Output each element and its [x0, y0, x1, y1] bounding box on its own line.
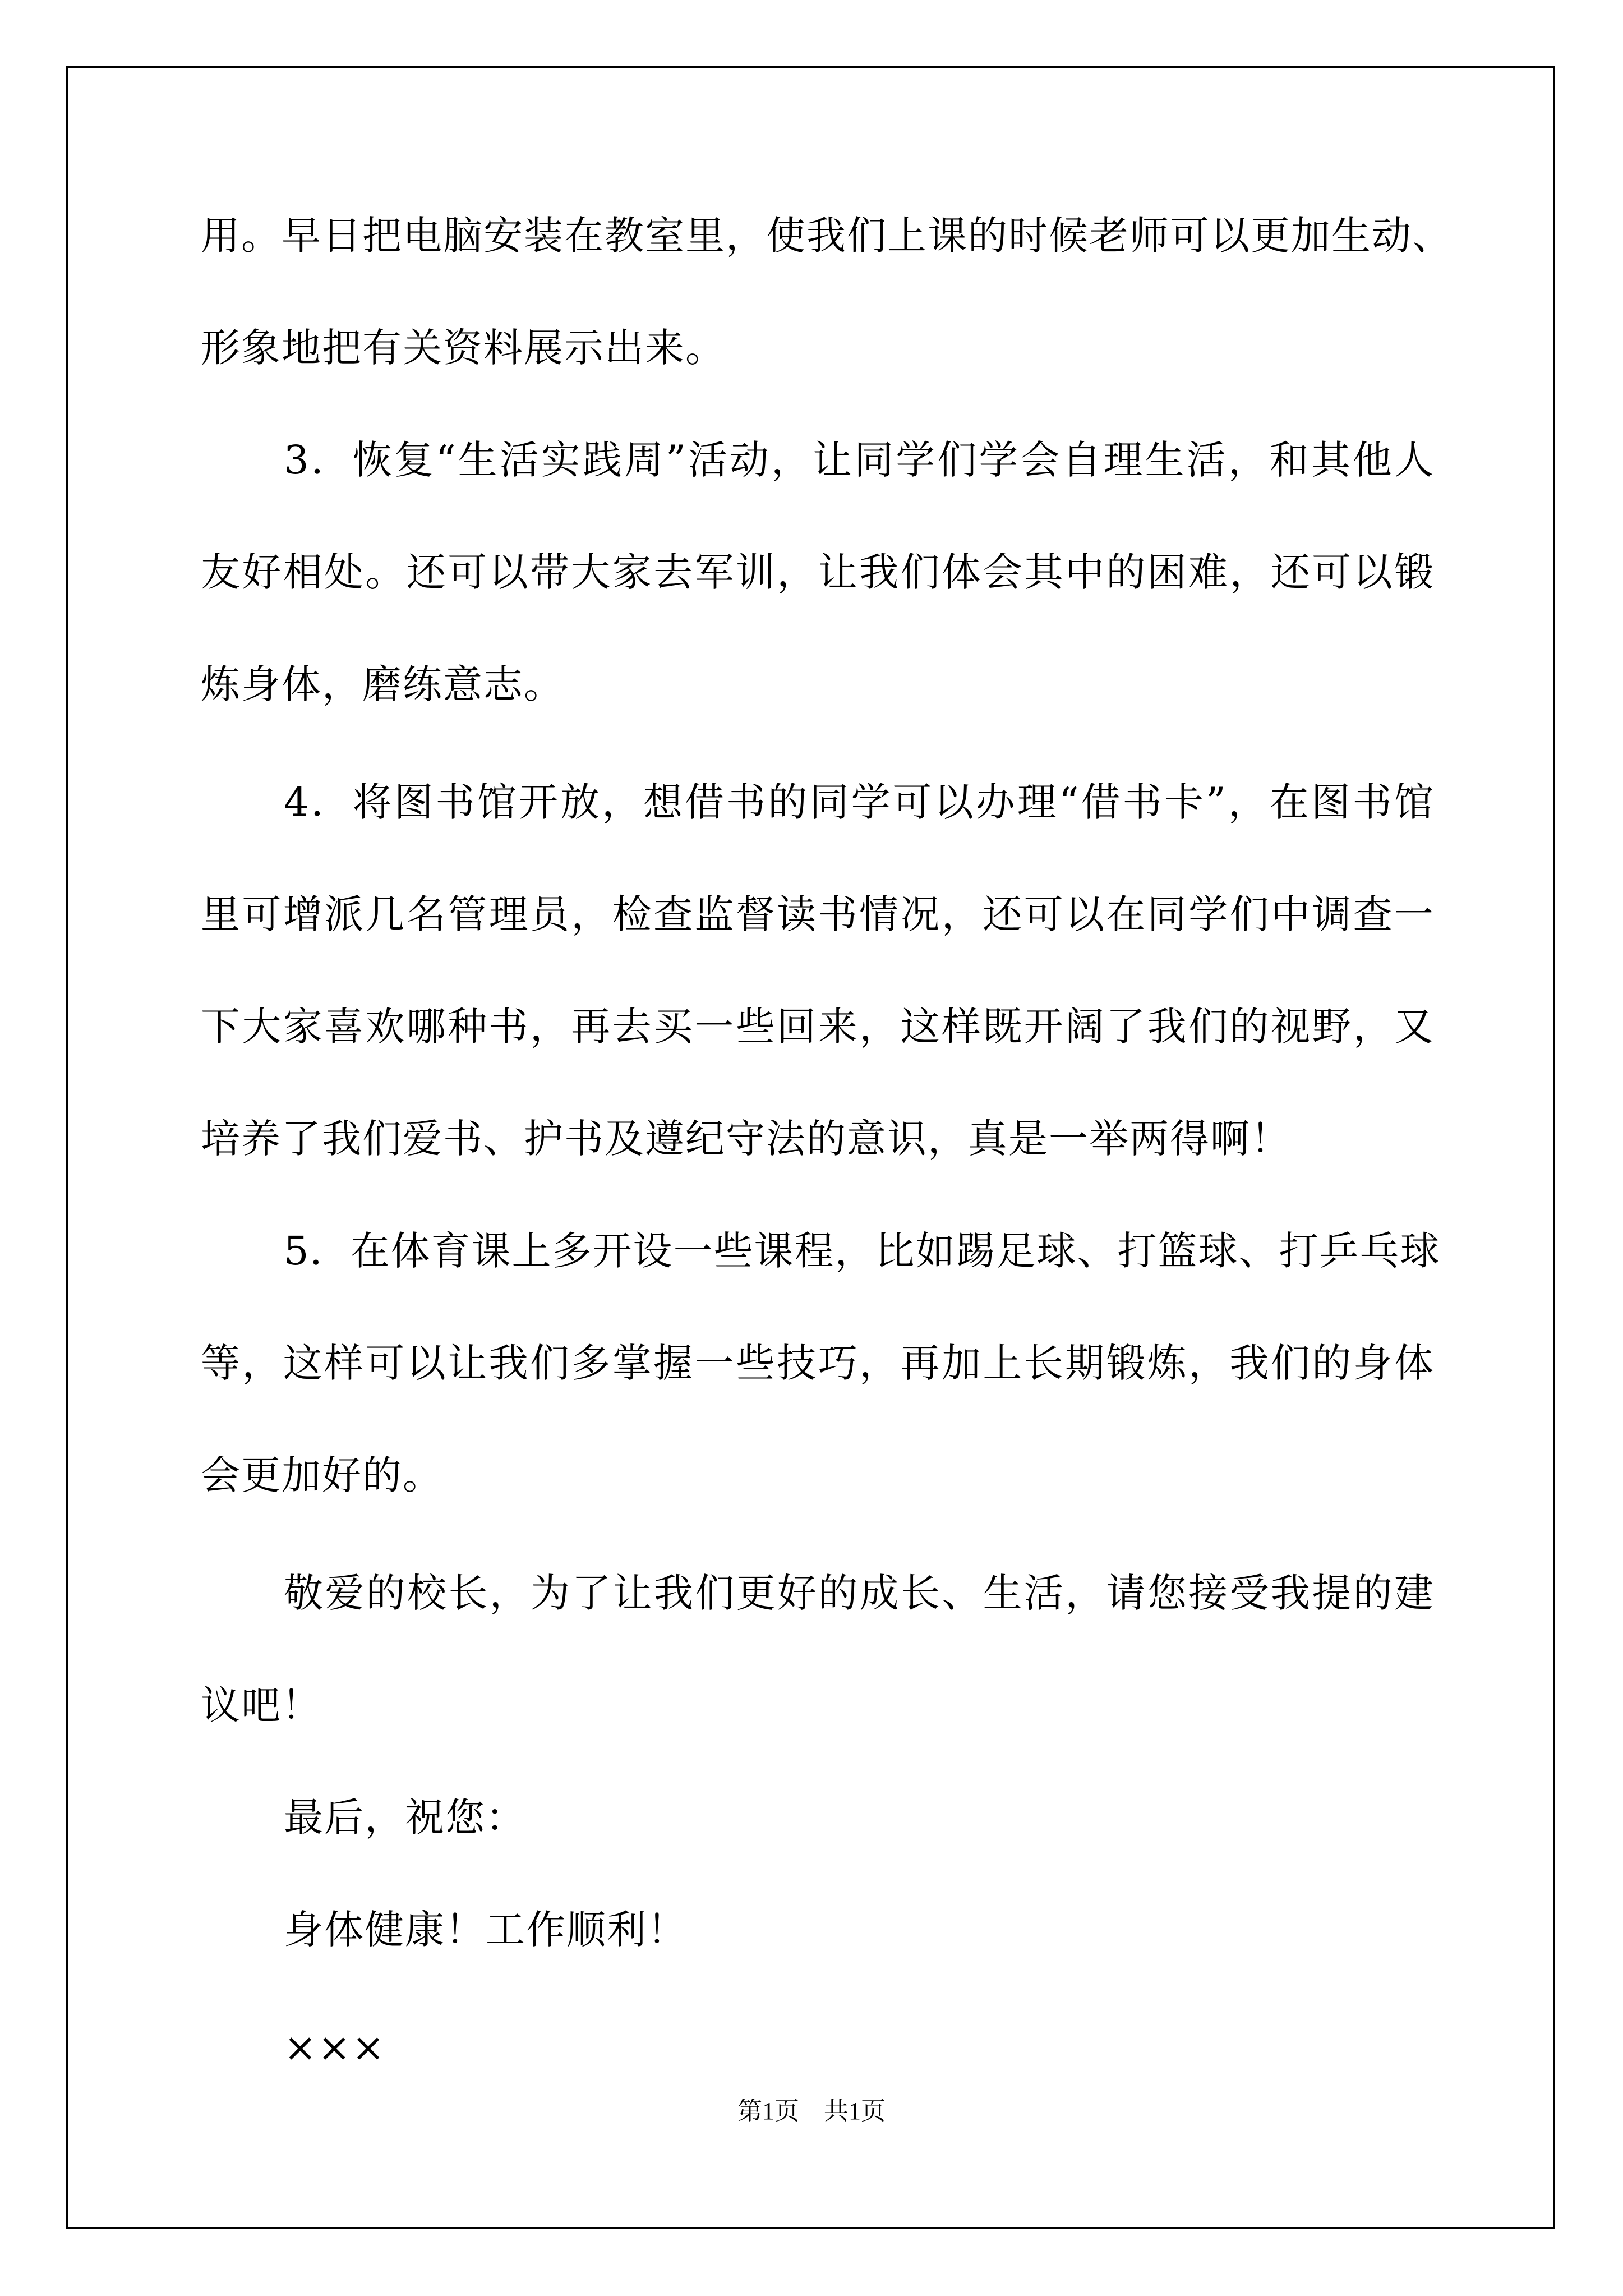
- paragraph-5-first-line: 5．在体育课上多开设一些课程，比如踢足球、打篮球、打乒乓球: [284, 1228, 1441, 1274]
- text-line: 里可增派几名管理员，检查监督读书情况，还可以在同学们中调查一: [201, 891, 1435, 937]
- page-number-total: 共1页: [824, 2097, 886, 2125]
- text-line: 下大家喜欢哪种书，再去买一些回来，这样既开阔了我们的视野，又: [201, 1004, 1435, 1050]
- text-line: 友好相处。还可以带大家去军训，让我们体会其中的困难，还可以锻: [201, 549, 1435, 595]
- text-line: 会更加好的。: [201, 1452, 443, 1498]
- page-number-current: 第1页: [737, 2097, 799, 2125]
- text-line: 议吧！: [201, 1682, 322, 1728]
- text-line: 培养了我们爱书、护书及遵纪守法的意识，真是一举两得啊！: [201, 1116, 1291, 1162]
- paragraph-4-first-line: 4．将图书馆开放，想借书的同学可以办理“借书卡”，在图书馆: [284, 779, 1435, 825]
- page-footer: [0, 2096, 1623, 2127]
- paragraph-3-first-line: 3．恢复“生活实践周”活动，让同学们学会自理生活，和其他人: [284, 437, 1435, 483]
- text-line: 用。早日把电脑安装在教室里，使我们上课的时候老师可以更加生动、: [201, 213, 1453, 259]
- text-line: 炼身体，磨练意志。: [201, 661, 564, 707]
- text-line: 形象地把有关资料展示出来。: [201, 325, 726, 371]
- text-line: 等，这样可以让我们多掌握一些技巧，再加上长期锻炼，我们的身体: [201, 1340, 1435, 1386]
- closing-paragraph-first-line: 敬爱的校长，为了让我们更好的成长、生活，请您接受我提的建: [284, 1570, 1435, 1616]
- salutation-line: 最后，祝您：: [284, 1795, 526, 1841]
- signature-line: ×××: [284, 2024, 386, 2070]
- wishes-line: 身体健康！工作顺利！: [284, 1907, 688, 1953]
